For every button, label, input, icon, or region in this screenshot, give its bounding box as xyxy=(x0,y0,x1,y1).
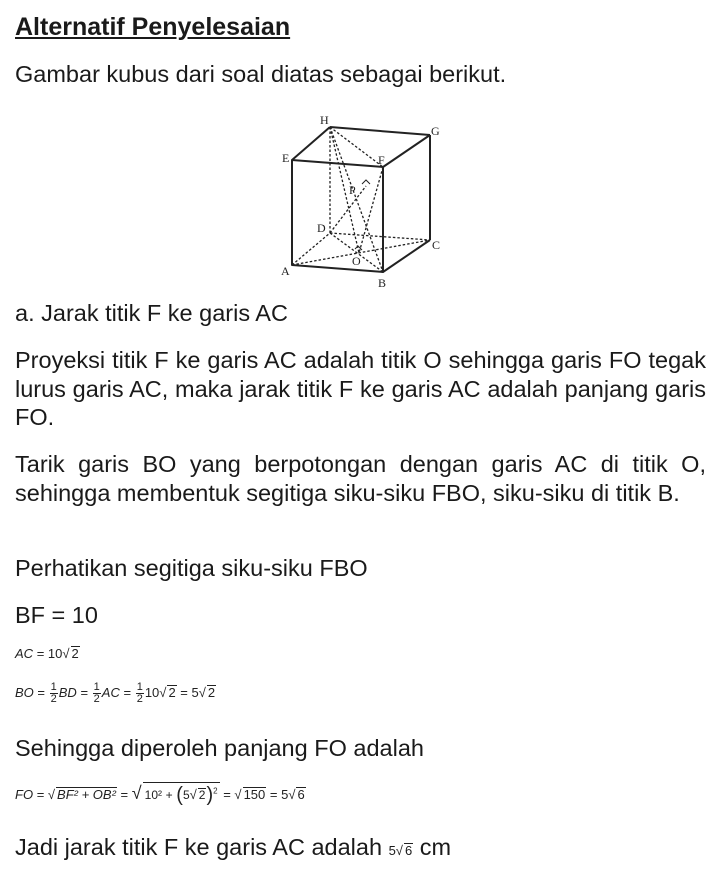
bf-equation: BF = 10 xyxy=(15,602,98,628)
paragraph-fo-length: Sehingga diperoleh panjang FO adalah xyxy=(15,735,424,761)
cube-edge-hg xyxy=(330,127,430,135)
line-dp xyxy=(330,186,366,233)
section-title: Alternatif Penyelesaian xyxy=(15,13,291,41)
paragraph-projection: Proyeksi titik F ke garis AC adalah titik O sehingga garis FO tegak lurus garis AC, maka jarak titik F ke garis AC adalah panjang garis FO. xyxy=(15,347,706,430)
ac-equation: AC = 10√ 2 xyxy=(15,646,79,661)
label-d: D xyxy=(317,221,326,235)
label-c: C xyxy=(432,238,441,252)
line-ho xyxy=(330,127,359,253)
diagonal-ac xyxy=(292,240,430,265)
conclusion-value: 5√ 6 xyxy=(388,843,413,858)
right-angle-o xyxy=(355,246,362,250)
cube-front-face xyxy=(292,160,383,272)
line-fo xyxy=(359,167,383,253)
intro-text: Gambar kubus dari soal diatas sebagai berikut. xyxy=(15,61,507,87)
label-o: O xyxy=(352,254,361,268)
diagonal-db xyxy=(330,233,383,272)
label-p: P xyxy=(349,183,356,197)
paragraph-bo-line: Tarik garis BO yang berpotongan dengan garis AC di titik O, sehingga membentuk segitiga siku-siku FBO, siku-siku di titik B. xyxy=(15,451,706,506)
conclusion-text: Jadi jarak titik F ke garis AC adalah xyxy=(15,834,383,860)
label-f: F xyxy=(378,153,385,167)
cube-edge-bc xyxy=(383,240,430,272)
fo-equation: FO = √ BF² + OB² = √ 10² + (5√ 2)$^2$ = √ 150 = 5√ 6 xyxy=(15,782,305,806)
line-hb xyxy=(330,127,383,272)
cube-edge-fg xyxy=(383,135,430,167)
conclusion-unit: cm xyxy=(419,834,452,860)
cube-hidden-dc xyxy=(330,233,430,240)
label-g: G xyxy=(431,124,440,138)
label-h: H xyxy=(320,113,329,127)
bo-equation: BO = $\frac{1}{2}$ BD = $\frac{1}{2}$ AC = $\frac{1}{2}$ 10√ 2 = 5√ 2 xyxy=(15,681,216,705)
cube-edge-eh xyxy=(292,127,330,160)
label-e: E xyxy=(282,151,290,165)
part-a-heading: a. Jarak titik F ke garis AC xyxy=(15,300,288,326)
line-hf xyxy=(330,127,383,167)
right-angle-p xyxy=(362,180,370,184)
label-a: A xyxy=(281,264,290,278)
paragraph-triangle: Perhatikan segitiga siku-siku FBO xyxy=(15,555,368,581)
label-b: B xyxy=(378,276,387,290)
conclusion xyxy=(15,833,451,865)
cube-hidden-ad xyxy=(292,233,330,265)
